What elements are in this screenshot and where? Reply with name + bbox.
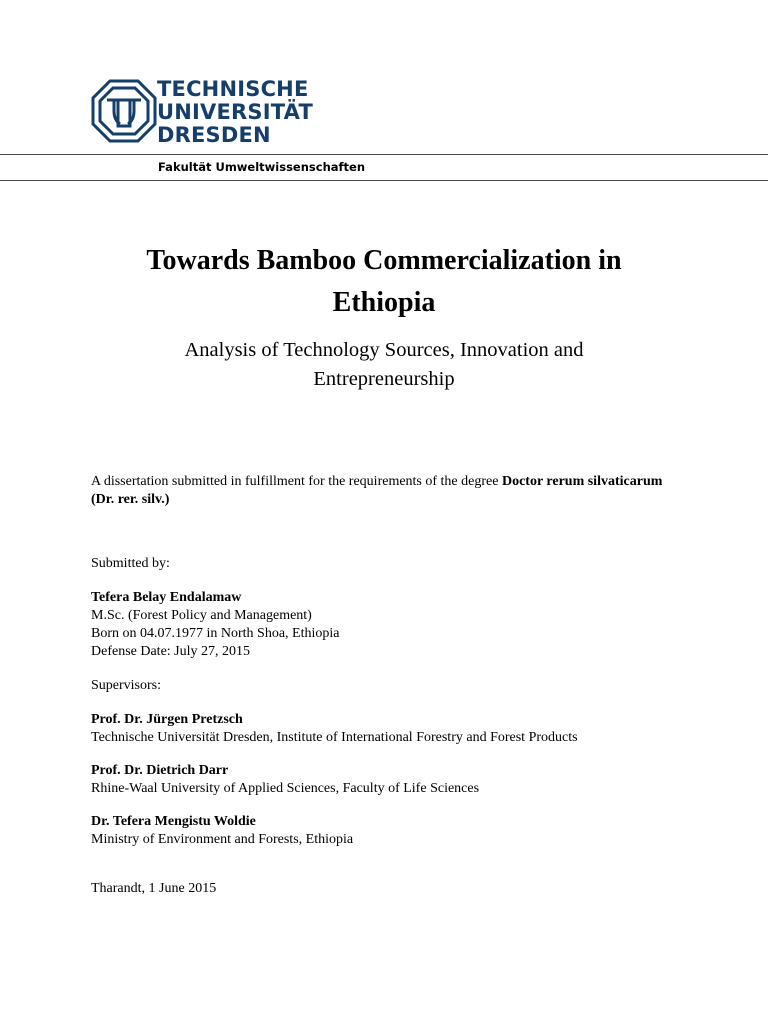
university-name	[157, 78, 313, 147]
dissertation-text: A dissertation submitted in fulfillment for the requirements of the degree	[91, 474, 502, 489]
author-birth: Born on 04.07.1977 in North Shoa, Ethiopia	[91, 626, 340, 641]
defense-date: Defense Date: July 27, 2015	[91, 644, 251, 659]
title-line1: Towards Bamboo Commercialization in	[146, 245, 622, 276]
title-line2: Ethiopia	[332, 287, 436, 318]
document-subtitle	[84, 336, 684, 394]
document-title	[84, 240, 684, 324]
supervisor-affiliation: Ministry of Environment and Forests, Ethiopia	[91, 832, 354, 847]
supervisor-name: Dr. Tefera Mengistu Woldie	[91, 814, 256, 829]
faculty-name: Fakultät Umweltwissenschaften	[158, 160, 365, 174]
university-name-line1: TECHNISCHE	[157, 77, 309, 101]
university-name-line3: DRESDEN	[157, 123, 271, 147]
degree-abbreviation: (Dr. rer. silv.)	[91, 492, 170, 507]
supervisor-item	[91, 762, 479, 798]
tu-dresden-logo-icon	[90, 78, 158, 144]
supervisors-label: Supervisors:	[91, 678, 161, 693]
subtitle-line1: Analysis of Technology Sources, Innovation and	[184, 339, 584, 361]
author-block	[91, 589, 340, 661]
dissertation-statement	[91, 473, 662, 509]
header-divider-bottom	[0, 180, 768, 181]
place-date: Tharandt, 1 June 2015	[91, 881, 217, 896]
supervisor-affiliation: Rhine-Waal University of Applied Sciences, Faculty of Life Sciences	[91, 781, 480, 796]
subtitle-line2: Entrepreneurship	[313, 368, 455, 390]
university-name-line2: UNIVERSITÄT	[157, 100, 313, 124]
degree-name: Doctor rerum silvaticarum	[501, 474, 663, 489]
supervisor-item	[91, 813, 353, 849]
supervisor-name: Prof. Dr. Jürgen Pretzsch	[91, 712, 243, 727]
author-name: Tefera Belay Endalamaw	[91, 590, 242, 605]
supervisor-item	[91, 711, 578, 747]
submitted-label: Submitted by:	[91, 556, 170, 571]
header-divider-top	[0, 154, 768, 155]
supervisor-name: Prof. Dr. Dietrich Darr	[91, 763, 229, 778]
author-qualification: M.Sc. (Forest Policy and Management)	[91, 608, 312, 623]
supervisor-affiliation: Technische Universität Dresden, Institute of International Forestry and Forest Products	[91, 730, 578, 745]
